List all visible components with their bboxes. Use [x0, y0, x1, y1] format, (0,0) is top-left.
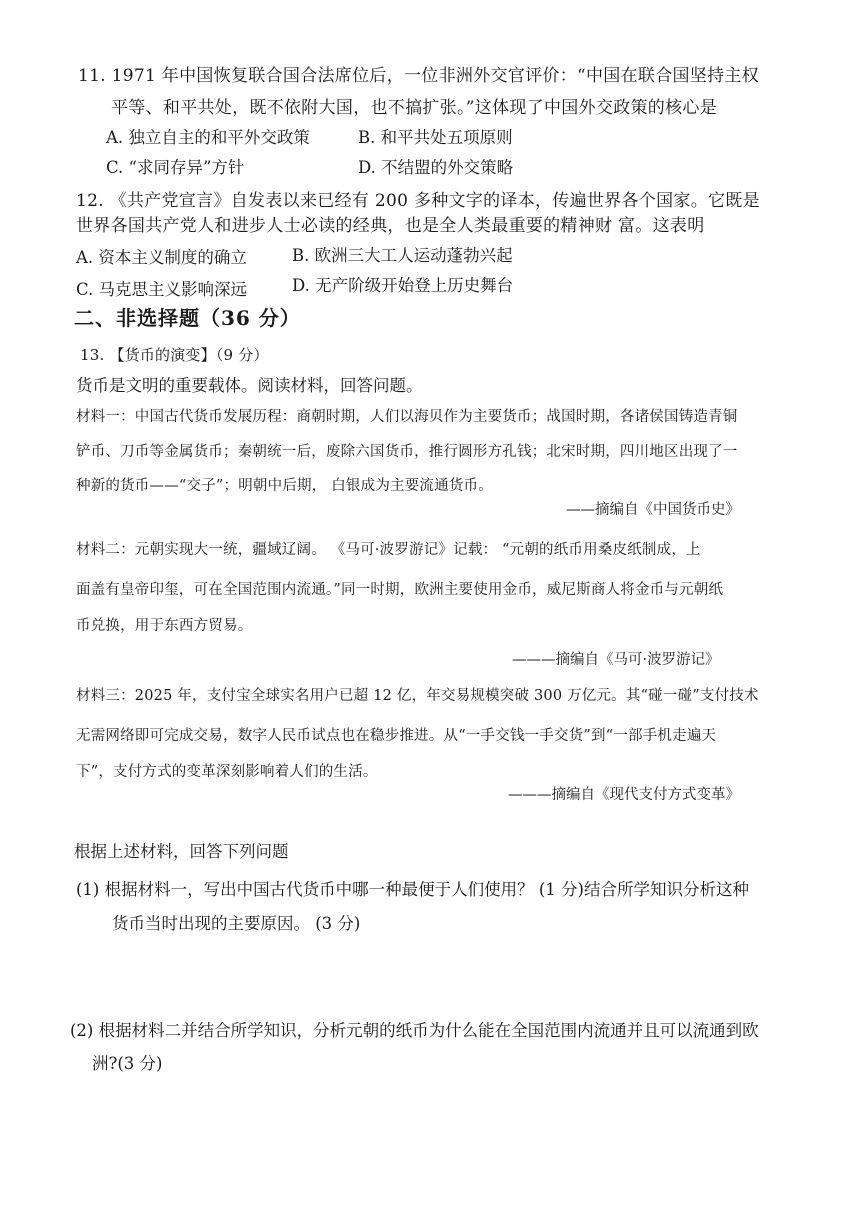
q11-stem-line1: 11. 1971 年中国恢复联合国合法席位后，一位非洲外交官评价：“中国在联合国坚持主权 [78, 66, 759, 86]
material1-line1: 材料一：中国古代货币发展历程：商朝时期，人们以海贝作为主要货币；战国时期，各诸侯国铸造青铜 [76, 409, 738, 425]
subquestion2-line1: (2) 根据材料二并结合所学知识，分析元朝的纸币为什么能在全国范围内流通并且可以流通到欧 [70, 1021, 759, 1040]
section-title: 二、非选择题（36 分） [74, 306, 301, 330]
q13-intro: 货币是文明的重要载体。阅读材料，回答问题。 [76, 376, 423, 395]
material1-line3: 种新的货币——“交子”；明朝中后期， 白银成为主要流通货币。 [76, 478, 493, 494]
material2-line1: 材料二：元朝实现大一统，疆域辽阔。 《马可·波罗游记》记载： “元朝的纸币用桑皮纸制成，上 [76, 542, 701, 558]
subquestion1-line1: (1) 根据材料一，写出中国古代货币中哪一种最便于人们使用？ (1 分)结合所学知识分析这种 [76, 880, 749, 899]
questions-intro: 根据上述材料，回答下列问题 [74, 842, 289, 861]
q11-option-c: C. “求同存异”方针 [106, 158, 245, 177]
q11-stem-line2: 平等、和平共处，既不依附大国，也不搞扩张。”这体现了中国外交政策的核心是 [111, 98, 717, 118]
material2-line2: 面盖有皇帝印玺，可在全国范围内流通。”同一时期，欧洲主要使用金币，威尼斯商人将金币与元朝纸 [76, 582, 724, 598]
q12-option-d: D. 无产阶级开始登上历史舞台 [292, 276, 514, 295]
q12-stem-line1: 12. 《共产党宣言》自发表以来已经有 200 多种文字的译本，传遍世界各个国家。它既是 [76, 191, 760, 211]
q11-option-b: B. 和平共处五项原则 [358, 128, 513, 147]
material3-line2: 无需网络即可完成交易，数字人民币试点也在稳步推进。从“一手交钱一手交货”到“一部手机走遍天 [76, 728, 717, 744]
material1-line2: 铲币、刀币等金属货币；秦朝统一后，废除六国货币，推行圆形方孔钱；北宋时期，四川地区出现了一 [76, 444, 738, 460]
material1-source: ——摘编自《中国货币史》 [566, 502, 740, 518]
material3-line1: 材料三：2025 年，支付宝全球实名用户已超 12 亿，年交易规模突破 300 万亿元。其“碰一碰”支付技术 [76, 688, 759, 704]
material3-line3: 下”，支付方式的变革深刻影响着人们的生活。 [76, 764, 378, 780]
q11-option-a: A. 独立自主的和平外交政策 [106, 128, 310, 147]
q12-stem-line2: 世界各国共产党人和进步人士必读的经典，也是全人类最重要的精神财 富。这表明 [76, 216, 705, 236]
q12-option-c: C. 马克思主义影响深远 [76, 280, 248, 299]
q12-option-b: B. 欧洲三大工人运动蓬勃兴起 [292, 246, 513, 265]
material2-line3: 币兑换，用于东西方贸易。 [76, 618, 253, 634]
subquestion1-line2: 货币当时出现的主要原因。 (3 分) [112, 914, 361, 933]
material2-source: ———摘编自《马可·波罗游记》 [512, 652, 720, 668]
material3-source: ———摘编自《现代支付方式变革》 [508, 787, 740, 803]
q12-option-a: A. 资本主义制度的确立 [76, 248, 247, 267]
subquestion2-line2: 洲?(3 分) [92, 1054, 163, 1073]
q13-heading: 13. 【货币的演变】（9 分） [80, 346, 269, 364]
q11-option-d: D. 不结盟的外交策略 [358, 158, 514, 177]
